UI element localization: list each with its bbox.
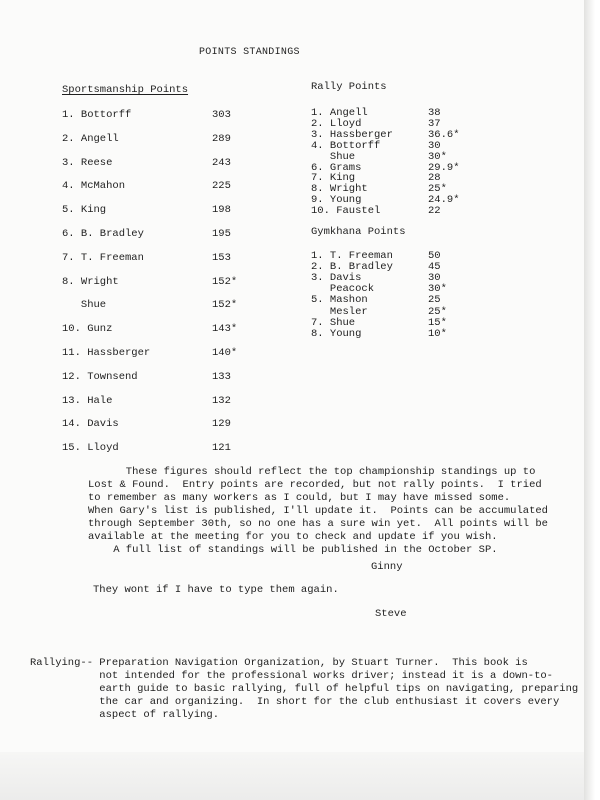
sportsmanship-name: 12. Townsend (62, 370, 138, 383)
sportsmanship-points: 303 (212, 109, 231, 121)
rally-name: 8. Wright (311, 183, 368, 196)
sportsmanship-name: 11. Hassberger (62, 347, 151, 359)
page-title: POINTS STANDINGS (199, 47, 300, 58)
rally-heading: Rally Points (311, 81, 387, 93)
note-line: These figures should reflect the top championship standings up to (88, 466, 536, 478)
note-line: through September 30th, so no one has a sure win yet. All points will be (88, 518, 548, 530)
sportsmanship-points: 121 (212, 442, 231, 455)
gymkhana-points: 15* (428, 316, 447, 329)
rally-name: Shue (311, 150, 356, 163)
gymkhana-points: 25* (428, 305, 447, 318)
rally-name: 4. Bottorff (311, 139, 381, 152)
rally-points: 36.6* (428, 128, 460, 141)
note-line: A full list of standings will be published in the October SP. (88, 544, 498, 556)
sportsmanship-points: 289 (212, 132, 231, 145)
rally-name: 9. Young (311, 194, 362, 207)
note-line: to remember as many workers as I could, but I may have missed some. (88, 492, 511, 504)
note-line: When Gary's list is published, I'll update it. Points can be accumulated (88, 505, 548, 517)
rally-name: 7. King (311, 172, 356, 185)
sportsmanship-name: Shue (62, 299, 107, 312)
review-line: earth guide to basic rallying, full of helpful tips on navigating, preparing (30, 683, 579, 695)
rally-points: 30* (428, 150, 447, 163)
signature-ginny: Ginny (371, 561, 403, 573)
sportsmanship-name: 13. Hale (62, 394, 113, 407)
rally-points: 37 (428, 117, 441, 130)
sportsmanship-points: 129 (212, 418, 231, 431)
sportsmanship-points: 152* (212, 275, 238, 288)
gymkhana-name: Mesler (311, 305, 368, 318)
gymkhana-points: 50 (428, 250, 441, 262)
sportsmanship-name: 14. Davis (62, 418, 119, 431)
sportsmanship-name: 4. McMahon (62, 180, 126, 193)
sportsmanship-points: 195 (212, 228, 231, 240)
page-shadow (0, 752, 584, 800)
review-line: Rallying-- Preparation Navigation Organization, by Stuart Turner. This book is (30, 657, 528, 669)
gymkhana-name: Peacock (311, 283, 375, 296)
review-line: aspect of rallying. (30, 709, 220, 721)
sportsmanship-name: 6. B. Bradley (62, 228, 144, 240)
signature-steve: Steve (375, 608, 407, 620)
rally-name: 3. Hassberger (311, 128, 393, 141)
note-line: Lost & Found. Entry points are recorded, but not rally points. I tried (88, 479, 542, 491)
gymkhana-heading: Gymkhana Points (311, 226, 406, 238)
gymkhana-points: 25 (428, 294, 441, 307)
reply-line: They wont if I have to type them again. (93, 584, 339, 596)
sportsmanship-points: 225 (212, 180, 231, 193)
sportsmanship-name: 5. King (62, 204, 107, 217)
gymkhana-name: 1. T. Freeman (311, 250, 393, 262)
sportsmanship-name: 7. T. Freeman (62, 251, 144, 264)
gymkhana-points: 45 (428, 261, 441, 274)
gymkhana-name: 8. Young (311, 327, 362, 340)
rally-points: 38 (428, 107, 441, 119)
rally-name: 10. Faustel (311, 205, 381, 218)
rally-points: 30 (428, 139, 441, 152)
sportsmanship-name: 3. Reese (62, 156, 113, 169)
sportsmanship-points: 243 (212, 156, 231, 169)
rally-points: 28 (428, 172, 441, 185)
review-line: not intended for the professional works driver; instead it is a down-to- (30, 670, 553, 682)
sportsmanship-points: 152* (212, 299, 238, 312)
sportsmanship-name: 8. Wright (62, 275, 119, 288)
sportsmanship-name: 1. Bottorff (62, 109, 132, 121)
rally-name: 6. Grams (311, 161, 362, 174)
sportsmanship-name: 10. Gunz (62, 323, 113, 336)
gymkhana-points: 10* (428, 327, 447, 340)
rally-points: 29.9* (428, 161, 460, 174)
sportsmanship-name: 2. Angell (62, 132, 119, 145)
gymkhana-name: 3. Davis (311, 272, 362, 285)
rally-name: 1. Angell (311, 107, 368, 119)
review-line: the car and organizing. In short for the club enthusiast it covers every (30, 696, 560, 708)
sportsmanship-points: 133 (212, 370, 231, 383)
sportsmanship-points: 140* (212, 347, 238, 359)
sportsmanship-points: 198 (212, 204, 231, 217)
rally-points: 22 (428, 205, 441, 218)
gymkhana-points: 30 (428, 272, 441, 285)
page-edge (584, 0, 600, 800)
gymkhana-name: 7. Shue (311, 316, 356, 329)
sportsmanship-points: 143* (212, 323, 238, 336)
note-line: available at the meeting for you to check and update if you wish. (88, 531, 498, 543)
gymkhana-name: 2. B. Bradley (311, 261, 393, 274)
sportsmanship-name: 15. Lloyd (62, 442, 119, 455)
sportsmanship-heading: Sportsmanship Points (62, 84, 189, 96)
rally-points: 24.9* (428, 194, 460, 207)
gymkhana-name: 5. Mashon (311, 294, 368, 307)
rally-name: 2. Lloyd (311, 117, 362, 130)
rally-points: 25* (428, 183, 447, 196)
sportsmanship-points: 132 (212, 394, 231, 407)
gymkhana-points: 30* (428, 283, 447, 296)
sportsmanship-points: 153 (212, 251, 231, 264)
